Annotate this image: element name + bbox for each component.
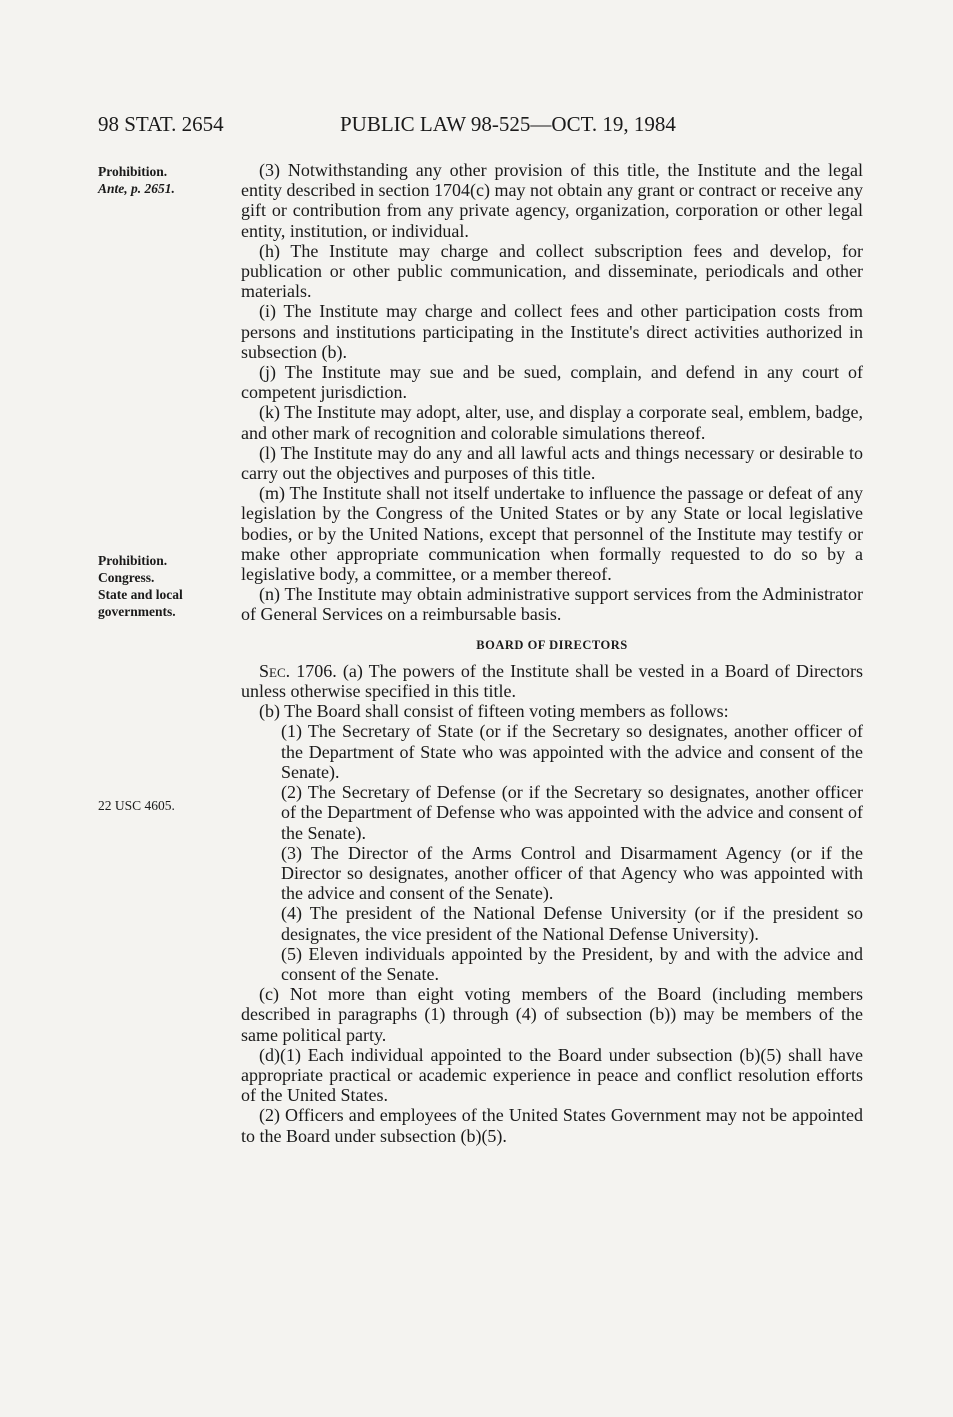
paragraph-d-1: (d)(1) Each individual appointed to the Board under subsection (b)(5) shall have appropriate practical or academic experience in peace and conflict resolution efforts of the United States. [241, 1044, 863, 1106]
margin-note-congress [98, 552, 228, 620]
paragraph-j: (j) The Institute may sue and be sued, complain, and defend in any court of competent jurisdiction. [241, 362, 863, 403]
paragraph-i: (i) The Institute may charge and collect fees and other participation costs from persons and institutions participating in the Institute's direct activities authorized in subsection (b). [241, 301, 863, 362]
margin-note-usc [98, 797, 228, 814]
paragraph-d-2: (2) Officers and employees of the United States Government may not be appointed to the Board under subsection (b)(5). [241, 1105, 863, 1146]
paragraph-k: (k) The Institute may adopt, alter, use, and display a corporate seal, emblem, badge, and other mark of recognition and colorable simulations thereof. [241, 402, 863, 443]
paragraph-b-5: (5) Eleven individuals appointed by the President, by and with the advice and consent of the Senate. [281, 943, 863, 984]
public-law-title: PUBLIC LAW 98-525—OCT. 19, 1984 [340, 112, 676, 136]
paragraph-b: (b) The Board shall consist of fifteen voting members as follows: [259, 701, 729, 722]
margin-note-label: Prohibition. [98, 164, 168, 179]
margin-note-label: Prohibition. [98, 553, 168, 568]
paragraph-l: (l) The Institute may do any and all lawful acts and things necessary or desirable to carry out the objectives and purposes of this title. [241, 442, 863, 484]
paragraph-n: (n) The Institute may obtain administrative support services from the Administrator of General Services on a reimbursable basis. [241, 584, 863, 625]
section-label: Sec. [259, 660, 291, 681]
margin-note-label: State and local governments. [98, 587, 183, 619]
margin-note-label: Congress. [98, 570, 155, 585]
paragraph-c: (c) Not more than eight voting members of the Board (including members described in paragraphs (1) through (4) of subsection (b)) may be members of the same political party. [241, 984, 863, 1045]
margin-note-citation: 22 USC 4605. [98, 798, 175, 813]
paragraph-b-4: (4) The president of the National Defense University (or if the president so designates, the vice president of the National Defense University). [281, 903, 863, 944]
paragraph-b-1: (1) The Secretary of State (or if the Secretary so designates, another officer of the Department of State who was appointed with the advice and consent of the Senate). [281, 721, 863, 782]
paragraph-3: (3) Notwithstanding any other provision of this title, the Institute and the legal entity described in section 1704(c) may not obtain any grant or contract or receive any gift or contribution from any private agency, organization, corporation or other legal entity, institution, or individual. [241, 160, 863, 241]
section-1706-a [241, 661, 863, 701]
margin-note-reference: Ante, p. 2651. [98, 181, 175, 196]
statute-page-reference: 98 STAT. 2654 [98, 112, 224, 136]
paragraph-b-2: (2) The Secretary of Defense (or if the Secretary so designates, another officer of the Department of Defense who was appointed with the advice and consent of the Senate). [281, 782, 863, 843]
section-text: 1706. (a) The powers of the Institute shall be vested in a Board of Directors unless otherwise specified in this title. [241, 660, 863, 702]
margin-note-prohibition [98, 163, 228, 197]
section-heading: BOARD OF DIRECTORS [476, 637, 628, 652]
statute-body [241, 160, 863, 1146]
paragraph-h: (h) The Institute may charge and collect subscription fees and develop, for publication or other public communication, and disseminate, periodicals and other materials. [241, 240, 863, 302]
paragraph-b-3: (3) The Director of the Arms Control and Disarmament Agency (or if the Director so designates, another officer of that Agency who was appointed with the advice and consent of the Senate). [281, 842, 863, 904]
paragraph-m: (m) The Institute shall not itself undertake to influence the passage or defeat of any legislation by the Congress of the United States or by any State or local legislative bodies, or by the United Nations, except that personnel of the Institute may testify or make other appropriate communication when formally requested to do so by a legislative body, a committee, or a member thereof. [241, 483, 863, 585]
